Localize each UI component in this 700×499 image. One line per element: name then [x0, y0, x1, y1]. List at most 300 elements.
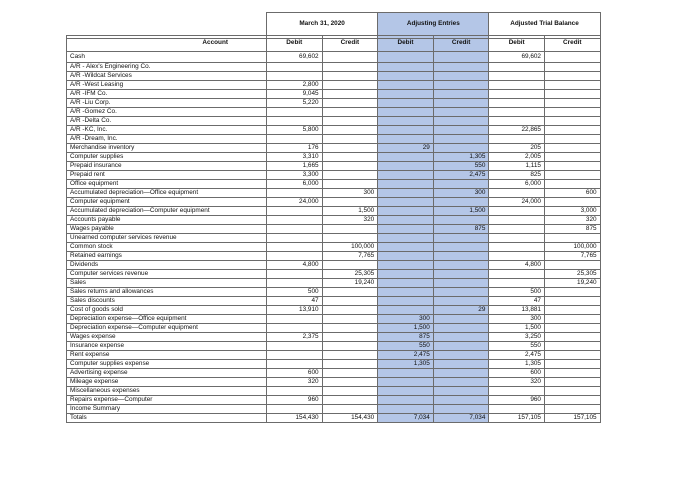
adj-debit-cell	[378, 405, 434, 414]
account-row	[67, 108, 601, 117]
tb-debit-cell	[267, 207, 323, 216]
atb-debit-cell	[489, 216, 545, 225]
atb-debit-cell: 6,000	[489, 180, 545, 189]
adj-credit-cell	[433, 342, 489, 351]
adj-debit-cell	[378, 288, 434, 297]
tb-debit-cell: 1,665	[267, 162, 323, 171]
account-name: Accumulated depreciation—Computer equipment	[67, 207, 267, 216]
tb-credit-cell	[322, 144, 378, 153]
tb-debit-cell	[267, 351, 323, 360]
account-row	[67, 117, 601, 126]
adj-credit-cell	[433, 333, 489, 342]
adj-credit-cell	[433, 351, 489, 360]
atb-credit-cell	[544, 360, 600, 369]
adj-debit-cell	[378, 225, 434, 234]
tb-debit-header: Debit	[267, 39, 323, 52]
tb-debit-cell: 154,430	[267, 414, 323, 423]
account-name: A/R -West Leasing	[67, 81, 267, 90]
account-row	[67, 351, 601, 360]
account-row	[67, 324, 601, 333]
account-row	[67, 72, 601, 81]
account-row	[67, 252, 601, 261]
account-name: Common stock	[67, 243, 267, 252]
atb-credit-cell: 25,305	[544, 270, 600, 279]
account-row	[67, 153, 601, 162]
tb-credit-cell	[322, 81, 378, 90]
atb-debit-cell	[489, 189, 545, 198]
atb-debit-cell	[489, 72, 545, 81]
atb-debit-cell	[489, 387, 545, 396]
tb-debit-cell	[267, 63, 323, 72]
atb-credit-cell	[544, 333, 600, 342]
account-row	[67, 207, 601, 216]
adj-debit-cell: 875	[378, 333, 434, 342]
atb-credit-cell: 7,765	[544, 252, 600, 261]
atb-debit-cell: 47	[489, 297, 545, 306]
atb-credit-cell	[544, 306, 600, 315]
tb-debit-cell: 2,800	[267, 81, 323, 90]
adj-debit-cell	[378, 126, 434, 135]
atb-debit-cell	[489, 279, 545, 288]
account-name: Depreciation expense—Computer equipment	[67, 324, 267, 333]
tb-debit-cell	[267, 270, 323, 279]
atb-debit-cell	[489, 117, 545, 126]
atb-debit-cell	[489, 63, 545, 72]
account-row	[67, 261, 601, 270]
column-header-row	[67, 39, 601, 52]
adj-credit-cell	[433, 270, 489, 279]
account-row	[67, 405, 601, 414]
atb-debit-cell	[489, 99, 545, 108]
adj-credit-header: Credit	[433, 39, 489, 52]
atb-debit-cell	[489, 207, 545, 216]
totals-row	[67, 414, 601, 423]
account-row	[67, 52, 601, 63]
account-name: Prepaid insurance	[67, 162, 267, 171]
atb-debit-cell: 1,305	[489, 360, 545, 369]
period-header-row	[67, 13, 601, 36]
account-row	[67, 81, 601, 90]
adj-credit-cell	[433, 324, 489, 333]
tb-credit-cell	[322, 63, 378, 72]
adj-debit-cell	[378, 279, 434, 288]
atb-credit-cell	[544, 234, 600, 243]
adj-credit-cell	[433, 261, 489, 270]
adj-debit-cell	[378, 216, 434, 225]
tb-credit-cell	[322, 324, 378, 333]
account-row	[67, 198, 601, 207]
atb-debit-cell	[489, 243, 545, 252]
tb-debit-cell: 3,300	[267, 171, 323, 180]
account-name: Totals	[67, 414, 267, 423]
adj-debit-cell	[378, 72, 434, 81]
account-name: Accumulated depreciation—Office equipment	[67, 189, 267, 198]
account-name: A/R -Delta Co.	[67, 117, 267, 126]
adj-credit-cell	[433, 387, 489, 396]
atb-credit-cell: 100,000	[544, 243, 600, 252]
atb-credit-cell	[544, 405, 600, 414]
account-row	[67, 306, 601, 315]
atb-credit-cell	[544, 324, 600, 333]
tb-credit-cell	[322, 306, 378, 315]
adj-debit-cell	[378, 52, 434, 63]
atb-debit-cell: 4,800	[489, 261, 545, 270]
atb-credit-cell	[544, 180, 600, 189]
adj-credit-cell	[433, 63, 489, 72]
tb-credit-cell	[322, 90, 378, 99]
adj-credit-cell	[433, 216, 489, 225]
atb-debit-cell	[489, 90, 545, 99]
adj-credit-cell: 1,500	[433, 207, 489, 216]
tb-debit-cell	[267, 360, 323, 369]
atb-debit-cell	[489, 225, 545, 234]
account-row	[67, 234, 601, 243]
atb-debit-cell: 13,881	[489, 306, 545, 315]
account-row	[67, 387, 601, 396]
adj-credit-cell: 7,034	[433, 414, 489, 423]
tb-debit-cell	[267, 243, 323, 252]
adj-credit-cell	[433, 369, 489, 378]
account-row	[67, 369, 601, 378]
adj-debit-cell	[378, 90, 434, 99]
tb-credit-cell: 320	[322, 216, 378, 225]
account-row	[67, 144, 601, 153]
account-name: Unearned computer services revenue	[67, 234, 267, 243]
adjusting-entries-header: Adjusting Entries	[378, 13, 489, 36]
atb-credit-cell	[544, 126, 600, 135]
tb-credit-cell	[322, 135, 378, 144]
tb-credit-cell	[322, 234, 378, 243]
adj-credit-cell: 29	[433, 306, 489, 315]
tb-credit-cell: 300	[322, 189, 378, 198]
account-name: Sales returns and allowances	[67, 288, 267, 297]
account-row	[67, 126, 601, 135]
adj-debit-cell	[378, 387, 434, 396]
tb-credit-cell	[322, 342, 378, 351]
account-name: Merchandise inventory	[67, 144, 267, 153]
atb-debit-cell: 825	[489, 171, 545, 180]
tb-debit-cell	[267, 342, 323, 351]
account-name: Advertising expense	[67, 369, 267, 378]
atb-debit-cell: 300	[489, 315, 545, 324]
blank-corner-cell	[67, 13, 267, 36]
adj-debit-cell	[378, 270, 434, 279]
atb-credit-cell: 875	[544, 225, 600, 234]
atb-credit-cell	[544, 288, 600, 297]
account-column-header: Account	[67, 39, 267, 52]
atb-credit-cell	[544, 72, 600, 81]
adj-debit-cell	[378, 189, 434, 198]
account-name: Wages payable	[67, 225, 267, 234]
account-row	[67, 99, 601, 108]
atb-debit-cell: 2,005	[489, 153, 545, 162]
atb-credit-cell	[544, 396, 600, 405]
account-name: Wages expense	[67, 333, 267, 342]
adj-debit-cell: 2,475	[378, 351, 434, 360]
tb-debit-cell: 3,310	[267, 153, 323, 162]
tb-credit-cell	[322, 162, 378, 171]
adj-credit-cell	[433, 252, 489, 261]
adjusted-trial-balance-header: Adjusted Trial Balance	[489, 13, 600, 36]
tb-credit-cell	[322, 153, 378, 162]
account-name: Computer supplies	[67, 153, 267, 162]
atb-credit-cell	[544, 153, 600, 162]
account-name: Office equipment	[67, 180, 267, 189]
atb-debit-cell: 500	[489, 288, 545, 297]
account-row	[67, 162, 601, 171]
adj-debit-cell: 7,034	[378, 414, 434, 423]
tb-credit-cell	[322, 297, 378, 306]
account-name: Accounts payable	[67, 216, 267, 225]
adj-debit-cell	[378, 396, 434, 405]
atb-credit-cell	[544, 144, 600, 153]
account-row	[67, 342, 601, 351]
account-row	[67, 333, 601, 342]
tb-debit-cell: 500	[267, 288, 323, 297]
adj-credit-cell	[433, 144, 489, 153]
account-name: Prepaid rent	[67, 171, 267, 180]
tb-debit-cell: 69,602	[267, 52, 323, 63]
atb-debit-cell: 205	[489, 144, 545, 153]
atb-debit-cell: 2,475	[489, 351, 545, 360]
adj-debit-cell	[378, 162, 434, 171]
atb-debit-cell: 1,115	[489, 162, 545, 171]
atb-debit-cell: 320	[489, 378, 545, 387]
atb-credit-cell	[544, 315, 600, 324]
atb-credit-cell: 3,000	[544, 207, 600, 216]
account-name: Insurance expense	[67, 342, 267, 351]
tb-credit-cell	[322, 360, 378, 369]
tb-debit-cell: 600	[267, 369, 323, 378]
atb-debit-cell: 550	[489, 342, 545, 351]
account-name: Computer equipment	[67, 198, 267, 207]
adj-debit-cell	[378, 108, 434, 117]
adj-debit-header: Debit	[378, 39, 434, 52]
atb-debit-cell	[489, 270, 545, 279]
account-name: Rent expense	[67, 351, 267, 360]
atb-debit-cell	[489, 234, 545, 243]
account-row	[67, 360, 601, 369]
atb-credit-cell	[544, 198, 600, 207]
atb-debit-cell: 69,602	[489, 52, 545, 63]
adj-debit-cell	[378, 198, 434, 207]
account-name: A/R -Wildcat Services	[67, 72, 267, 81]
worksheet-table	[66, 12, 601, 423]
account-name: Sales	[67, 279, 267, 288]
tb-debit-cell	[267, 216, 323, 225]
adj-debit-cell: 1,500	[378, 324, 434, 333]
tb-credit-cell	[322, 351, 378, 360]
adj-debit-cell	[378, 234, 434, 243]
tb-debit-cell	[267, 135, 323, 144]
account-name: Cost of goods sold	[67, 306, 267, 315]
atb-debit-cell: 3,250	[489, 333, 545, 342]
atb-credit-cell: 600	[544, 189, 600, 198]
atb-credit-cell	[544, 171, 600, 180]
tb-debit-cell: 6,000	[267, 180, 323, 189]
adj-credit-cell	[433, 234, 489, 243]
atb-credit-cell	[544, 81, 600, 90]
account-name: A/R -Dream, Inc.	[67, 135, 267, 144]
adj-credit-cell: 550	[433, 162, 489, 171]
adj-debit-cell	[378, 135, 434, 144]
tb-credit-cell	[322, 117, 378, 126]
atb-debit-cell: 1,500	[489, 324, 545, 333]
adj-debit-cell	[378, 378, 434, 387]
tb-debit-cell: 9,045	[267, 90, 323, 99]
tb-debit-cell	[267, 279, 323, 288]
tb-credit-cell: 7,765	[322, 252, 378, 261]
atb-credit-cell: 320	[544, 216, 600, 225]
atb-credit-header: Credit	[544, 39, 600, 52]
period-header: March 31, 2020	[267, 13, 378, 36]
tb-credit-cell	[322, 198, 378, 207]
atb-credit-cell	[544, 99, 600, 108]
atb-debit-cell	[489, 135, 545, 144]
account-name: Retained earnings	[67, 252, 267, 261]
account-name: A/R -IFM Co.	[67, 90, 267, 99]
tb-credit-cell: 25,305	[322, 270, 378, 279]
atb-debit-cell	[489, 108, 545, 117]
account-row	[67, 270, 601, 279]
adj-credit-cell	[433, 117, 489, 126]
atb-credit-cell	[544, 378, 600, 387]
atb-credit-cell	[544, 351, 600, 360]
account-name: Cash	[67, 52, 267, 63]
tb-debit-cell	[267, 234, 323, 243]
adj-debit-cell	[378, 207, 434, 216]
adj-credit-cell	[433, 90, 489, 99]
atb-debit-cell: 22,865	[489, 126, 545, 135]
adj-credit-cell	[433, 405, 489, 414]
adj-debit-cell	[378, 180, 434, 189]
adj-credit-cell	[433, 288, 489, 297]
account-row	[67, 297, 601, 306]
adj-credit-cell	[433, 360, 489, 369]
tb-debit-cell: 47	[267, 297, 323, 306]
adj-debit-cell	[378, 369, 434, 378]
atb-debit-header: Debit	[489, 39, 545, 52]
tb-credit-cell	[322, 72, 378, 81]
adj-debit-cell	[378, 252, 434, 261]
adj-credit-cell	[433, 126, 489, 135]
adj-credit-cell: 300	[433, 189, 489, 198]
account-name: A/R - Alex's Engineering Co.	[67, 63, 267, 72]
tb-debit-cell: 5,800	[267, 126, 323, 135]
adj-credit-cell	[433, 108, 489, 117]
adj-debit-cell: 550	[378, 342, 434, 351]
tb-credit-cell	[322, 171, 378, 180]
atb-credit-cell	[544, 135, 600, 144]
account-row	[67, 243, 601, 252]
tb-credit-cell	[322, 396, 378, 405]
account-name: A/R -Liu Corp.	[67, 99, 267, 108]
atb-credit-cell	[544, 387, 600, 396]
account-name: A/R -Gomez Co.	[67, 108, 267, 117]
atb-credit-cell: 19,240	[544, 279, 600, 288]
tb-credit-cell	[322, 225, 378, 234]
account-name: Dividends	[67, 261, 267, 270]
adj-credit-cell	[433, 297, 489, 306]
tb-credit-cell	[322, 180, 378, 189]
atb-credit-cell	[544, 297, 600, 306]
adj-debit-cell	[378, 297, 434, 306]
tb-credit-cell	[322, 387, 378, 396]
adj-credit-cell	[433, 315, 489, 324]
tb-credit-cell: 19,240	[322, 279, 378, 288]
atb-credit-cell	[544, 90, 600, 99]
account-row	[67, 396, 601, 405]
adj-debit-cell	[378, 171, 434, 180]
tb-debit-cell	[267, 315, 323, 324]
atb-debit-cell: 600	[489, 369, 545, 378]
account-row	[67, 135, 601, 144]
adj-debit-cell	[378, 81, 434, 90]
tb-debit-cell: 13,910	[267, 306, 323, 315]
account-row	[67, 225, 601, 234]
adj-debit-cell	[378, 243, 434, 252]
tb-credit-cell	[322, 405, 378, 414]
tb-debit-cell: 176	[267, 144, 323, 153]
adj-debit-cell	[378, 117, 434, 126]
atb-credit-cell	[544, 342, 600, 351]
tb-debit-cell: 2,375	[267, 333, 323, 342]
account-name: Depreciation expense—Office equipment	[67, 315, 267, 324]
tb-credit-cell	[322, 99, 378, 108]
tb-debit-cell	[267, 252, 323, 261]
tb-credit-cell	[322, 126, 378, 135]
adj-credit-cell	[433, 99, 489, 108]
tb-credit-cell	[322, 261, 378, 270]
atb-credit-cell	[544, 52, 600, 63]
adj-credit-cell	[433, 378, 489, 387]
adj-debit-cell: 29	[378, 144, 434, 153]
tb-credit-header: Credit	[322, 39, 378, 52]
adj-credit-cell: 1,305	[433, 153, 489, 162]
adj-credit-cell	[433, 243, 489, 252]
account-name: Repairs expense—Computer	[67, 396, 267, 405]
account-name: Sales discounts	[67, 297, 267, 306]
tb-debit-cell	[267, 189, 323, 198]
tb-credit-cell	[322, 288, 378, 297]
atb-credit-cell	[544, 261, 600, 270]
atb-credit-cell	[544, 117, 600, 126]
adj-credit-cell	[433, 198, 489, 207]
adj-credit-cell: 2,475	[433, 171, 489, 180]
adj-credit-cell	[433, 72, 489, 81]
adj-debit-cell: 300	[378, 315, 434, 324]
tb-debit-cell: 5,220	[267, 99, 323, 108]
atb-credit-cell: 157,105	[544, 414, 600, 423]
adj-credit-cell: 875	[433, 225, 489, 234]
adj-credit-cell	[433, 52, 489, 63]
tb-credit-cell: 100,000	[322, 243, 378, 252]
tb-debit-cell	[267, 225, 323, 234]
adj-credit-cell	[433, 135, 489, 144]
tb-credit-cell	[322, 52, 378, 63]
tb-debit-cell: 24,000	[267, 198, 323, 207]
adj-debit-cell	[378, 306, 434, 315]
tb-debit-cell	[267, 405, 323, 414]
tb-credit-cell	[322, 378, 378, 387]
tb-credit-cell: 1,500	[322, 207, 378, 216]
account-row	[67, 378, 601, 387]
atb-debit-cell	[489, 252, 545, 261]
account-row	[67, 189, 601, 198]
tb-credit-cell	[322, 369, 378, 378]
adj-debit-cell	[378, 63, 434, 72]
account-name: Computer services revenue	[67, 270, 267, 279]
